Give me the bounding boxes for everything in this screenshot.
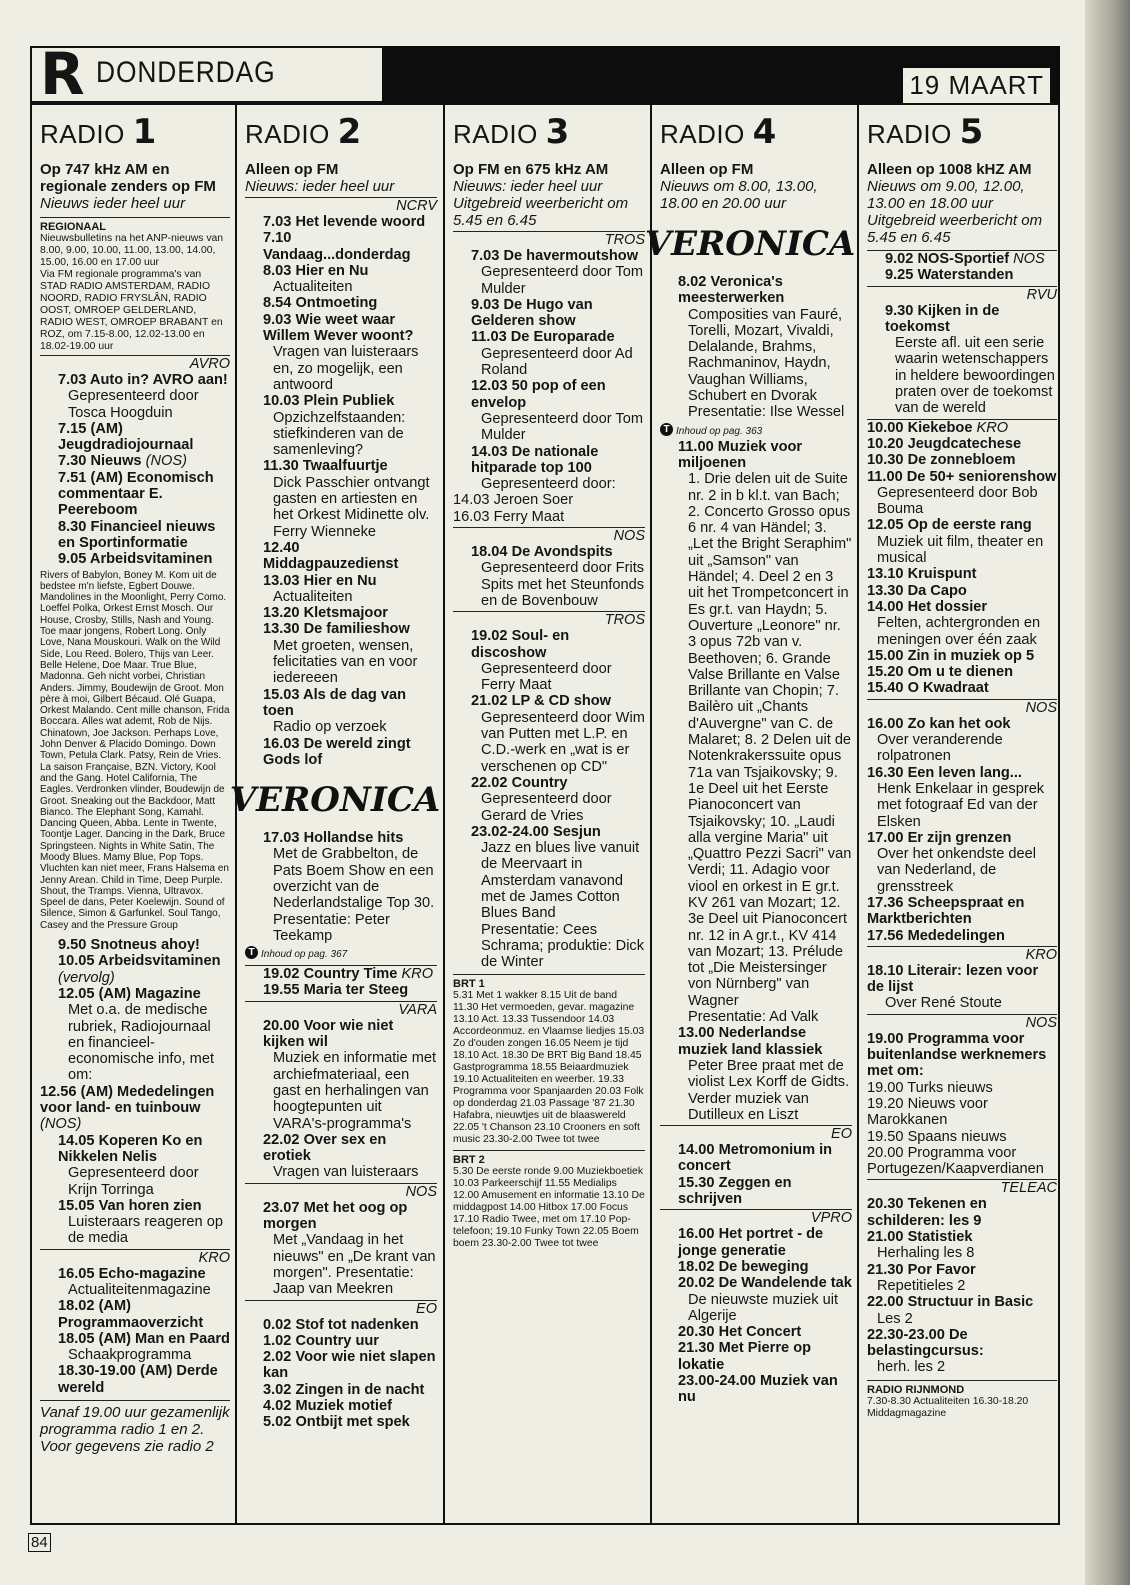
program-description: Gepresenteerd door: [481, 476, 616, 493]
program-item: 10.03 Plein Publiek [263, 393, 395, 410]
program-item: 11.30 Twaalfuurtje [263, 458, 388, 475]
program-item: 16.00 Zo kan het ook [867, 715, 1011, 732]
veronica-logo-text: VERONICA [229, 780, 441, 821]
rijnmond-block: RADIO RIJNMOND 7.30-8.30 Actualiteiten 16.30-18.20 Middagmagazine [867, 1380, 1057, 1420]
program-description: Gepresenteerd door Gerard de Vries [481, 791, 612, 824]
radio4-title: RADIO 4 [660, 112, 777, 152]
program-item: 11.03 De Europarade [471, 329, 615, 346]
program-item: 15.20 Om u te dienen [867, 664, 1013, 681]
program-item: 22.02 Country [471, 774, 568, 791]
program-item: 21.30 Por Favor [867, 1261, 976, 1278]
program-item: 7.10 Vandaag...donderdag [263, 230, 411, 263]
radio2-title: RADIO 2 [245, 112, 362, 152]
regionaal-block: REGIONAAL Nieuwsbulletins na het ANP-nieuws van 8.00, 9.00, 10.00, 11.00, 13.00, 14.00, 15.00, 16.00 en 17.00 uur Via FM regionale programma's van STAD RADIO AMSTERDAM, RADIO NOORD, RADIO FRYSLÂN, RADIO OOST, OMROEP GELDERLAND, RADIO WEST, OMROEP BRABANT en ROZ, om 7.15-8.00, 12.02-13.00 en 18.02-19.00 uur [40, 217, 230, 353]
program-description: Gepresenteerd door Tom Mulder [481, 264, 643, 297]
program-item: 22.30-23.00 De belastingcursus: [867, 1326, 984, 1360]
program-item: 14.03 De nationale hitparade top 100 [471, 443, 599, 476]
program-item: 22.00 Structuur in Basic [867, 1294, 1034, 1311]
program-item: 7.03 De havermoutshow [471, 248, 639, 264]
radio3-tros-list [453, 248, 645, 492]
program-item: 8.54 Ontmoeting [263, 295, 378, 312]
program-item: 10.20 Jeugdcatechese [867, 435, 1022, 452]
program-description: Over veranderende rolpatronen [877, 732, 1003, 765]
program-item: 12.05 Op de eerste rang [867, 517, 1032, 534]
program-item: 16.30 Een leven lang... [867, 764, 1022, 781]
program-description: Les 2 [877, 1310, 913, 1327]
program-item: 20.30 Tekenen en schilderen: les 9 [867, 1196, 987, 1229]
program-description: Gepresenteerd door Wim van Putten met L.P. en C.D.-werk en „wat is er verschenen op CD" [481, 709, 645, 775]
radio3-column: RADIO 3 Op FM en 675 kHz AM Nieuws: ieder heel uur Uitgebreid weerbericht om 5.45 en 6.45 TROS 7.03 De havermoutshow Gepresenteerd door Tom Mulder 9.03 De Hugo van Gelderen show 11.03 De Europarade Gepresenteerd door Ad Roland 12.03 50 pop of een envelop Gepresenteerd door Tom Mulder 14.03 De nationale hitparade top 100 Gepresenteerd door: 14.03 Jeroen Soer 16.03 Ferry Maat NOS 18.04 De Avondspits Gepresenteerd door Frits Spits met het Steunfonds en de Bovenbouw TROS 19.02 Soul- en discoshow Gepresenteerd door Ferry Maat 21.02 LP & CD show Gepresenteerd door Wim van Putten met L.P. en C.D.-werk en „wat is er verschenen op CD" 22.02 Country Gepresenteerd door Gerard de Vries 23.02-24.00 Sesjun Jazz en blues live vanuit de Meervaart in Amsterdam vanavond met de James Cotton Blues Band Presentatie: Cees Schrama; produktie: Dick de Winter BRT 1 5.31 Met 1 wakker 8.15 Uit de band 11.30 Het vermoeden, gevar. magazine 13.10 Act. 13.33 Tussendoor 14.03 Accordeonmuz. en Vlaamse liedjes 15.03 Zo d'ouden zongen 16.05 Neem je tijd 18.10 Act. 18.30 De BRT Big Band 18.45 Gastprogramma 18.55 Beiaardmuziek 19.10 Actualiteiten en weerber. 19.33 Programma voor Spanjaarden 20.03 Folk op donderdag 21.03 Passage '87 21.30 Hafabra, nieuwtjes uit de blaaswereld 22.05 't Chanson 23.10 Crooners en soft music 23.30-2.00 Twee tot twee BRT 2 5.30 De eerste ronde 9.00 Muziekboetiek 10.03 Parkeerschijf 11.55 Medialips 12.00 Amusement en informatie 13.10 De middagpost 14.00 Hitbox 17.00 Focus 17.10 Radio Twee, met om 17.10 Pop-telefoon; 19.10 Funky Town 22.05 Boem boem 23.30-2.00 Twee tot twee [453, 112, 645, 1250]
program-description: Repetitieles 2 [877, 1277, 966, 1294]
program-item: 8.03 Hier en Nu [263, 262, 369, 279]
header-letter: R [40, 40, 85, 108]
radio5-column: RADIO 5 Alleen op 1008 kHZ AM Nieuws om 9.00, 12.00, 13.00 en 18.00 uur Uitgebreid weerbericht om 5.45 en 6.45 9.02 NOS-Sportief NOS 9.25 Waterstanden RVU 9.30 Kijken in de toekomst Eerste afl. uit een serie waarin wetenschappers in heldere bewoordingen praten over de toekomst van de wereld 10.00 Kiekeboe KRO 10.20 Jeugdcatechese 10.30 De zonnebloem 11.00 De 50+ seniorenshow Gepresenteerd door Bob Bouma 12.05 Op de eerste rang Muziek uit film, theater en musical 13.10 Kruispunt 13.30 Da Capo 14.00 Het dossier Felten, achtergronden en meningen over één zaak 15.00 Zin in muziek op 5 15.20 Om u te dienen 15.40 O Kwadraat NOS 16.00 Zo kan het ook Over veranderende rolpatronen 16.30 Een leven lang... Henk Enkelaar in gesprek met fotograaf Ed van der Elsken 17.00 Er zijn grenzen Over het onkendste deel van Nederland, de grensstreek 17.36 Scheepspraat en Marktberichten 17.56 Mededelingen KRO 18.10 Literair: lezen voor de lijst Over René Stoute NOS 19.00 Programma voor buitenlandse werknemers met om: 19.00 Turks nieuws 19.20 Nieuws voor Marokkanen 19.50 Spaans nieuws 20.00 Programma voor Portugezen/Kaapverdianen TELEAC 20.30 Tekenen en schilderen: les 9 21.00 Statistiek Herhaling les 8 21.30 Por Favor Repetitieles 2 22.00 Structuur in Basic Les 2 22.30-23.00 De belastingcursus: herh. les 2 RADIO RIJNMOND 7.30-8.30 Actualiteiten 16.30-18.20 Middagmagazine [867, 112, 1057, 1419]
program-item: 15.40 O Kwadraat [867, 680, 989, 697]
program-item: 15.00 Zin in muziek op 5 [867, 647, 1035, 664]
program-description: Opzichzelfstaanden: stiefkinderen van de samenleving? [273, 409, 406, 459]
header-date: 19 MAART [903, 68, 1050, 103]
program-description: Jazz en blues live vanuit de Meervaart in Amsterdam vanavond met de James Cotton Blues Band [481, 840, 640, 922]
program-description: Muziek uit film, theater en musical [877, 533, 1044, 567]
program-description: Henk Enkelaar in gesprek met fotograaf Ed van der Elsken [877, 780, 1045, 830]
program-item: 7.03 Het levende woord [263, 214, 426, 230]
radio5-title: RADIO 5 [867, 112, 984, 152]
brt1-block: BRT 1 5.31 Met 1 wakker 8.15 Uit de band 11.30 Het vermoeden, gevar. magazine 13.10 Act. 13.33 Tussendoor 14.03 Accordeonmuz. en Vlaamse liedjes 15.03 Zo d'ouden zongen 16.05 Neem je tijd 18.10 Act. 18.30 De BRT Big Band 18.45 Gastprogramma 18.55 Beiaardmuziek 19.10 Actualiteiten en weerber. 19.33 Programma voor Spanjaarden 20.03 Folk op donderdag 21.03 Passage '87 21.30 Hafabra, nieuwtjes uit de blaaswereld 22.05 't Chanson 23.10 Crooners en soft music 23.30-2.00 Twee tot twee [453, 974, 645, 1146]
program-description: Felten, achtergronden en meningen over één zaak [877, 615, 1041, 648]
program-description: Herhaling les 8 [877, 1245, 975, 1262]
veronica-logo [229, 774, 441, 824]
program-item: 13.30 Da Capo [867, 582, 967, 599]
program-item: 15.03 Als de dag van toen [263, 686, 407, 719]
program-item: 17.36 Scheepspraat en Marktberichten [867, 894, 1025, 928]
program-item: 9.03 De Hugo van Gelderen show [471, 296, 593, 330]
program-description: Vragen van luisteraars en, zo mogelijk, een antwoord [273, 344, 419, 393]
page-number: 84 [28, 1533, 51, 1552]
program-item: 12.40 Middagpauzedienst [263, 539, 399, 573]
teletekst-icon: T [245, 946, 258, 959]
program-description: Actualiteiten [273, 588, 353, 605]
program-description: Gepresenteerd door Tom Mulder [481, 410, 643, 444]
program-item: 14.00 Het dossier [867, 598, 988, 615]
radio3-tros2-list [453, 628, 645, 921]
program-description: Gepresenteerd door Bob Bouma [877, 484, 1038, 518]
radio2-ncrv-list [245, 214, 437, 768]
program-item: 13.30 De familieshow [263, 621, 410, 638]
radio1-title: RADIO 1 [40, 112, 157, 152]
program-item: 12.03 50 pop of een envelop [471, 378, 606, 411]
program-item: 9.03 Wie weet waar Willem Wever woont? [263, 311, 414, 345]
radio5-kro-list [867, 436, 1057, 697]
radio5-teleac-list [867, 1196, 1057, 1375]
program-item: 13.20 Kletsmajoor [263, 605, 388, 622]
program-item: 13.10 Kruispunt [867, 566, 977, 583]
program-description: Over het onkendste deel van Nederland, de grensstreek [877, 846, 1037, 895]
program-description: Gepresenteerd door Ferry Maat [481, 660, 612, 694]
program-item: 17.00 Er zijn grenzen [867, 829, 1012, 846]
radio1-column: RADIO 1 Op 747 kHz AM en regionale zenders op FM Nieuws ieder heel uur REGIONAAL Nieuwsbulletins na het ANP-nieuws van 8.00, 9.00, 10.00, 11.00, 13.00, 14.00, 15.00, 16.00 en 17.00 uur Via FM regionale programma's van STAD RADIO AMSTERDAM, RADIO NOORD, RADIO FRYSLÂN, RADIO OOST, OMROEP GELDERLAND, RADIO WEST, OMROEP BRABANT en ROZ, om 7.15-8.00, 12.02-13.00 en 18.02-19.00 uur AVRO 7.03 Auto in? AVRO aan! Gepresenteerd door Tosca Hoogduin 7.15 (AM) Jeugdradiojournaal 7.30 Nieuws (NOS) 7.51 (AM) Economisch commentaar E. Peereboom 8.30 Financieel nieuws en Sportinformatie 9.05 Arbeidsvitaminen Rivers of Babylon, Boney M. Kom uit de bedstee m'n liefste, Egbert Douwe. Mandolines in the Moonlight, Perry Como. Loeffel Polka, Orkest Ernst Mosch. Our House, Crosby, Stills, Nash and Young. Toe maar jongens, Robert Long. Only Love, Nana Mouskouri. Walk on the Wild Side, Lou Reed. Bolero, Thijs van Leer. Belle Helene, Doe Maar. True Blue, Madonna. Geh nicht vorbei, Christian Anders. Jimmy, Boudewijn de Groot. Mon père à moi, Gilbert Bécaud. Olé Guapa, Orkest Malando. Cent mille chanson, Frida Boccara. Alles wat ademt, Rob de Nijs. Chinatown, Joe Jackson. Perhaps Love, John Denver & Placido Domingo. Down Town, Petula Clark. Patsy, Rein de Vries. La saison Française, BZN. Victory, Kool and the Gang. Hotel California, The Eagles. Verdronken vlinder, Boudewijn de Groot. Sneaking out the Backdoor, Matt Bianco. The Elephant Song, Kamahl. Dancing Queen, Abba. Lente in Twente, Toontje Lager. Dancing in the Dark, Bruce Springsteen. Nights in White Satin, The Moody Blues. Mamy Blue, Pop Tops. Vluchten kan niet meer, Frans Halsema en Jenny Arean. Child in Time, Deep Purple. Shout, the Tramps. Vienna, Ultravox. Speel de dans, Peter Koelewijn. Sound of Silence, Simon & Garfunkel. Soul Tango, Casey and the Pressure Group 9.50 Snotneus ahoy! 10.05 Arbeidsvitaminen (vervolg) 12.05 (AM) Magazine Met o.a. de medische rubriek, Radiojournaal en financieel-economische info, met om: 12.56 (AM) Mededelingen voor land- en tuinbouw (NOS) 14.05 Koperen Ko en Nikkelen Nelis Gepresenteerd door Krijn Torringa 15.05 Van horen zien Luisteraars reageren op de media KRO 16.05 Echo-magazine Actualiteitenmagazine 18.02 (AM) Programmaoverzicht 18.05 (AM) Man en Paard Schaakprogramma 18.30-19.00 (AM) Derde wereld Vanaf 19.00 uur gezamenlijk programma radio 1 en 2. Voor gegevens zie radio 2 [40, 112, 230, 1456]
header-day: DONDERDAG [96, 56, 276, 89]
program-item: 21.02 LP & CD show [471, 693, 612, 710]
teletekst-icon: T [660, 423, 673, 436]
veronica-logo-text: VERONICA [644, 224, 856, 264]
radio5-nos-list [867, 716, 1057, 944]
program-item: 17.56 Mededelingen [867, 927, 1005, 944]
program-item: 16.03 De wereld zingt Gods lof [263, 735, 411, 768]
program-item: 21.00 Statistiek [867, 1229, 973, 1246]
program-description: herh. les 2 [877, 1359, 946, 1376]
radio4-column: RADIO 4 Alleen op FM Nieuws om 8.00, 13.00, 18.00 en 20.00 uur VERONICA 8.02 Veronica's meesterwerken Composities van Fauré, Torelli, Mozart, Vivaldi, Delalande, Brahms, Rachmaninov, Haydn, Vaughan Williams, Schubert en Dvorak Presentatie: Ilse Wessel T Inhoud op pag. 363 11.00 Muziek voor miljoenen 1. Drie delen uit de Suite nr. 2 in b kl.t. van Bach; 2. Concerto Grosso opus 6 nr. 4 van Händel; 3. „Let the Bright Seraphim" uit „Samson" van Händel; 4. Deel 2 en 3 uit het Trompetconcert in Es gr.t. van Haydn; 5. Ouverture „Leonore" nr. 3 opus 72b van v. Beethoven; 6. Grande Valse Brillante en Valse Brillante van Chopin; 7. Bailèro uit „Chants d'Auvergne" van C. de Malaret; 8. 2 Delen uit de Notenkrakerssuite opus 71a van Tsjaikovsky; 9. 1e Deel uit het Eerste Pianoconcert van Tsjaikovsky; 10. „Laudi alla vergine Maria" uit „Quattro Pezzi Sacri" van Verdi; 11. Adagio voor viool en orkest in E gr.t. KV 261 van Mozart; 12. 3e Deel uit Pianoconcert nr. 12 in A gr.t., KV 414 van Mozart; 13. Prélude tot „Die Meistersinger von Nürnberg" van Wagner Presentatie: Ad Valk 13.00 Nederlandse muziek land klassiek Peter Bree praat met de violist Lex Korff de Gidts. Verder muziek van Dutilleux en Liszt EO 14.00 Metromonium in concert 15.30 Zeggen en schrijven VPRO 16.00 Het portret - de jonge generatie 18.02 De beweging 20.02 De Wandelende tak De nieuwste muziek uit Algerije 20.30 Het Concert 21.30 Met Pierre op lokatie 23.00-24.00 Muziek van nu [644, 112, 856, 1406]
program-description: Radio op verzoek [273, 719, 387, 736]
program-item: 23.02-24.00 Sesjun [471, 823, 601, 840]
radio3-title: RADIO 3 [453, 112, 570, 152]
radio2-column: RADIO 2 Alleen op FM Nieuws: ieder heel uur NCRV 7.03 Het levende woord 7.10 Vandaag...donderdag 8.03 Hier en Nu Actualiteiten 8.54 Ontmoeting 9.03 Wie weet waar Willem Wever woont? Vragen van luisteraars en, zo mogelijk, een antwoord 10.03 Plein Publiek Opzichzelfstaanden: stiefkinderen van de samenleving? 11.30 Twaalfuurtje Dick Passchier ontvangt gasten en artiesten en het Orkest Midinette olv. Ferry Wienneke 12.40 Middagpauzedienst 13.03 Hier en Nu Actualiteiten 13.20 Kletsmajoor 13.30 De familieshow Met groeten, wensen, felicitaties van en voor iedereeen 15.03 Als de dag van toen Radio op verzoek 16.03 De wereld zingt Gods lof VERONICA 17.03 Hollandse hits Met de Grabbelton, de Pats Boem Show en een overzicht van de Nederlandstalige Top 30. Presentatie: Peter Teekamp T Inhoud op pag. 367 19.02 Country Time KRO 19.55 Maria ter Steeg VARA 20.00 Voor wie niet kijken wil Muziek en informatie met archiefmateriaal, een gast en herhalingen van hoogtepunten uit VARA's-programma's 22.02 Over sex en erotiek Vragen van luisteraars NOS 23.07 Met het oog op morgen Met „Vandaag in het nieuws" en „De krant van morgen". Presentatie: Jaap van Meekren EO 0.02 Stof tot nadenken 1.02 Country uur 2.02 Voor wie niet slapen kan 3.02 Zingen in de nacht 4.02 Muziek motief 5.02 Ontbijt met spek [229, 112, 441, 1431]
program-item: 19.02 Soul- en discoshow [471, 628, 570, 661]
song-list: Rivers of Babylon, Boney M. Kom uit de bedstee m'n liefste, Egbert Douwe. Mandolines in the Moonlight, Perry Como. Loeffel Polka, Orkest Ernst Mosch. Our House, Crosby, Stills, Nash and Young. Toe maar jongens, Robert Long. Only Love, Nana Mouskouri. Walk on the Wild Side, Lou Reed. Bolero, Thijs van Leer. Belle Helene, Doe Maar. True Blue, Madonna. Geh nicht vorbei, Christian Anders. Jimmy, Boudewijn de Groot. Mon père à moi, Gilbert Bécaud. Olé Guapa, Orkest Malando. Cent mille chanson, Frida Boccara. Alles wat ademt, Rob de Nijs. Chinatown, Joe Jackson. Perhaps Love, John Denver & Placido Domingo. Down Town, Petula Clark. Patsy, Rein de Vries. La saison Française, BZN. Victory, Kool and the Gang. Hotel California, The Eagles. Verdronken vlinder, Boudewijn de Groot. Sneaking out the Backdoor, Matt Bianco. The Elephant Song, Kamahl. Dancing Queen, Abba. Lente in Twente, Toontje Lager. Dancing in the Dark, Bruce Springsteen. Nights in White Satin, The Moody Blues. Mamy Blue, Pop Tops. Vluchten kan niet meer, Frans Halsema en Jenny Arean. Child in Time, Deep Purple. Shout, the Tramps. Vienna, Ultravox. Speel de dans, Peter Koelewijn. Sound of Silence, Simon & Garfunkel. Soul Tango, Casey and the Pressure Group [40, 569, 230, 931]
veronica-logo [644, 218, 856, 268]
program-item: 10.30 De zonnebloem [867, 452, 1016, 469]
program-item: 13.03 Hier en Nu [263, 572, 377, 589]
program-description: Met groeten, wensen, felicitaties van en voor iedereeen [273, 637, 418, 687]
page-edge [1085, 0, 1130, 1585]
brt2-block: BRT 2 5.30 De eerste ronde 9.00 Muziekboetiek 10.03 Parkeerschijf 11.55 Medialips 12.00 Amusement en informatie 13.10 De middagpost 14.00 Hitbox 17.00 Focus 17.10 Radio Twee, met om 17.10 Pop-telefoon; 19.10 Funky Town 22.05 Boem boem 23.30-2.00 Twee tot twee [453, 1150, 645, 1250]
program-item: 11.00 De 50+ seniorenshow [867, 468, 1057, 485]
program-description: Gepresenteerd door Ad Roland [481, 345, 633, 379]
program-description: Actualiteiten [273, 279, 353, 296]
program-description: Dick Passchier ontvangt gasten en artiesten en het Orkest Midinette olv. Ferry Wienneke [273, 474, 430, 540]
page-header [30, 40, 1060, 108]
